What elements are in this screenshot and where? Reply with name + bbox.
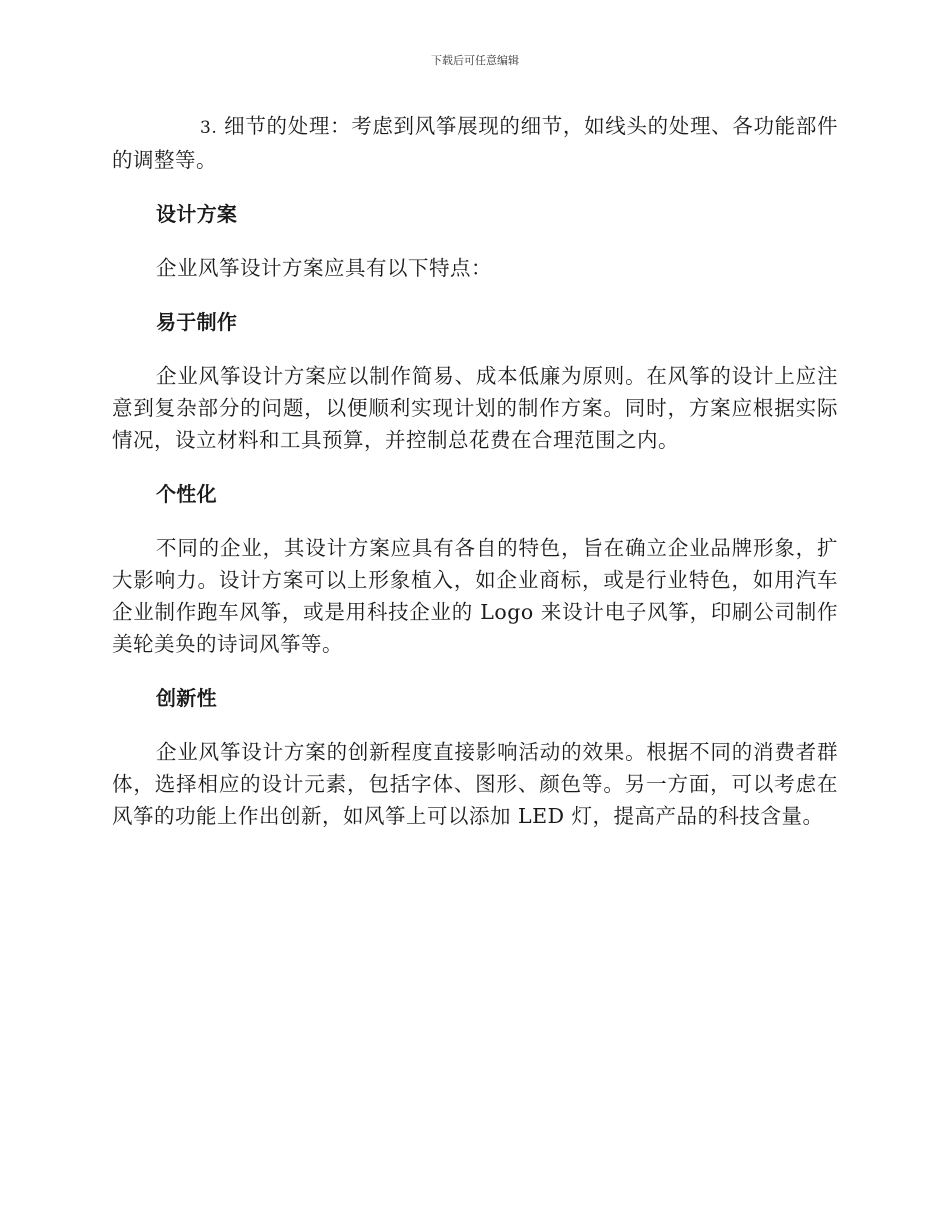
feature-paragraph-innovation: 企业风筝设计方案的创新程度直接影响活动的效果。根据不同的消费者群体，选择相应的设计元素，包括字体、图形、颜色等。另一方面，可以考虑在风筝的功能上作出创新，如风筝上可以添加 LED 灯，提高产品的科技含量。 (112, 740, 838, 828)
list-item-text: 细节的处理：考虑到风筝展现的细节，如线头的处理、各功能部件的调整等。 (112, 114, 838, 172)
list-item-number: 3. (200, 118, 218, 138)
feature-heading-easy-to-make: 易于制作 (156, 310, 238, 334)
feature-heading-innovation: 创新性 (156, 686, 217, 710)
list-item-3 (112, 110, 838, 176)
feature-heading-personalization: 个性化 (156, 482, 217, 506)
section-title: 设计方案 (156, 202, 238, 226)
feature-paragraph-personalization: 不同的企业，其设计方案应具有各自的特色，旨在确立企业品牌形象，扩大影响力。设计方案可以上形象植入，如企业商标，或是行业特色，如用汽车企业制作跑车风筝，或是用科技企业的 Logo 来设计电子风筝，印刷公司制作美轮美奂的诗词风筝等。 (112, 536, 838, 656)
intro-paragraph: 企业风筝设计方案应具有以下特点： (156, 256, 492, 280)
page-header: 下载后可任意编辑 (431, 54, 519, 67)
document-body (112, 110, 838, 854)
feature-paragraph-easy-to-make: 企业风筝设计方案应以制作简易、成本低廉为原则。在风筝的设计上应注意到复杂部分的问题，以便顺利实现计划的制作方案。同时，方案应根据实际情况，设立材料和工具预算，并控制总花费在合理范围之内。 (112, 364, 838, 452)
